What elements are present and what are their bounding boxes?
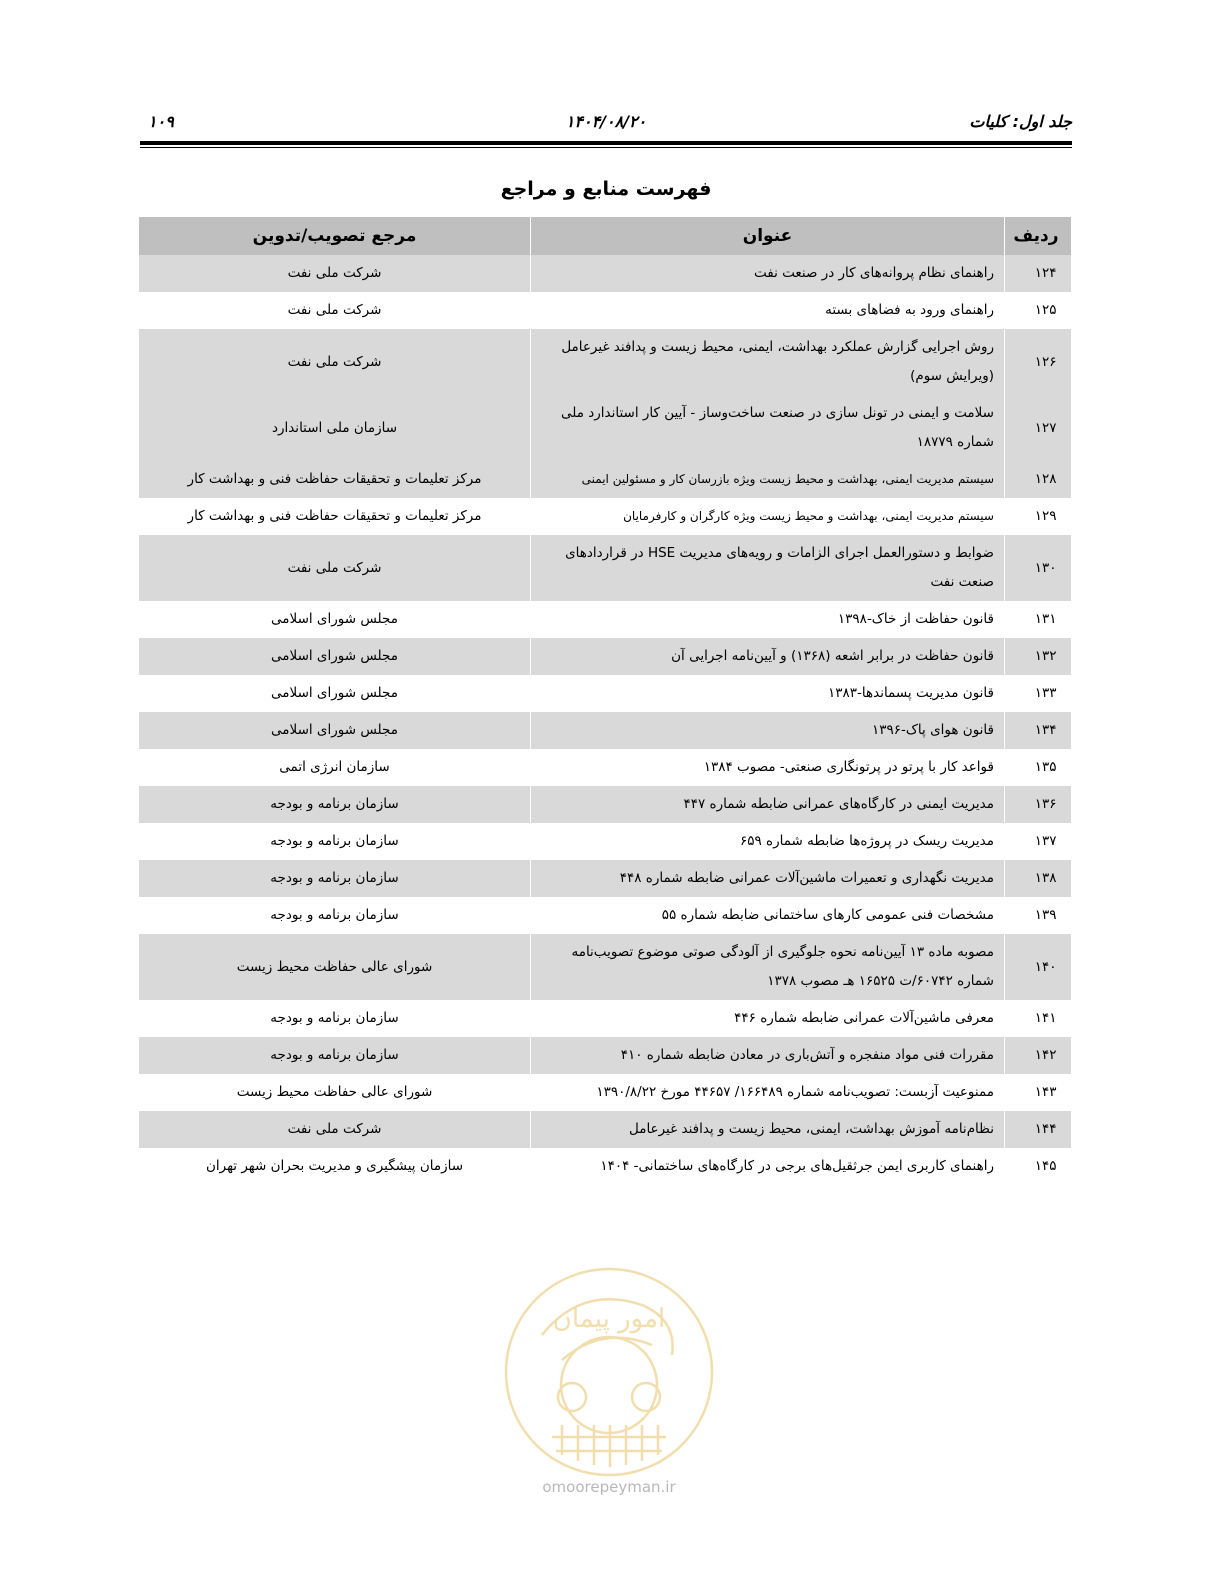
row-title: راهنمای کاربری ایمن جرثقیل‌های برجی در کارگاه‌های ساختمانی- ۱۴۰۴ [531, 1148, 1005, 1185]
row-title: سیستم مدیریت ایمنی، بهداشت و محیط زیست ویژه بازرسان کار و مسئولین ایمنی [531, 461, 1005, 498]
column-header-num: ردیف [1005, 217, 1071, 255]
row-number: ۱۲۵ [1005, 292, 1071, 329]
table-row [139, 638, 1071, 675]
column-header-authority: مرجع تصویب/تدوین [139, 217, 531, 255]
row-title: مشخصات فنی عمومی کارهای ساختمانی ضابطه شماره ۵۵ [531, 897, 1005, 934]
row-number: ۱۳۸ [1005, 860, 1071, 897]
table-row [139, 675, 1071, 712]
row-number: ۱۳۷ [1005, 823, 1071, 860]
table-row [139, 1074, 1071, 1111]
row-authority: سازمان برنامه و بودجه [139, 823, 531, 860]
row-title: سلامت و ایمنی در تونل سازی در صنعت ساخت‌وساز - آیین کار استاندارد ملی شماره ۱۸۷۷۹ [531, 395, 1005, 461]
row-number: ۱۲۴ [1005, 255, 1071, 292]
volume-title: جلد اول: کلیات [969, 112, 1072, 131]
row-title: قانون هوای پاک-۱۳۹۶ [531, 712, 1005, 749]
row-number: ۱۳۵ [1005, 749, 1071, 786]
row-number: ۱۲۸ [1005, 461, 1071, 498]
page-title: فهرست منابع و مراجع [500, 178, 712, 200]
row-number: ۱۳۱ [1005, 601, 1071, 638]
row-title: قواعد کار با پرتو در پرتونگاری صنعتی- مصوب ۱۳۸۴ [531, 749, 1005, 786]
table-row [139, 1037, 1071, 1074]
row-number: ۱۲۷ [1005, 395, 1071, 461]
row-title: معرفی ماشین‌آلات عمرانی ضابطه شماره ۴۴۶ [531, 1000, 1005, 1037]
row-number: ۱۳۹ [1005, 897, 1071, 934]
table-row [139, 255, 1071, 292]
row-title: قانون مدیریت پسماندها-۱۳۸۳ [531, 675, 1005, 712]
table-row [139, 749, 1071, 786]
references-table [138, 217, 1071, 1185]
row-title: روش اجرایی گزارش عملکرد بهداشت، ایمنی، محیط زیست و پدافند غیرعامل (ویرایش سوم) [531, 329, 1005, 395]
row-authority: سازمان برنامه و بودجه [139, 897, 531, 934]
row-title: مدیریت نگهداری و تعمیرات ماشین‌آلات عمرانی ضابطه شماره ۴۴۸ [531, 860, 1005, 897]
table-row [139, 934, 1071, 1000]
row-number: ۱۴۲ [1005, 1037, 1071, 1074]
row-title: مدیریت ریسک در پروژه‌ها ضابطه شماره ۶۵۹ [531, 823, 1005, 860]
table-row [139, 897, 1071, 934]
header-rule-thin [140, 147, 1072, 148]
table-row [139, 1148, 1071, 1185]
watermark-logo [502, 1265, 716, 1479]
row-authority: سازمان ملی استاندارد [139, 395, 531, 461]
row-authority: شورای عالی حفاظت محیط زیست [139, 934, 531, 1000]
table-row [139, 395, 1071, 461]
row-number: ۱۳۶ [1005, 786, 1071, 823]
table-header-row [139, 217, 1071, 255]
row-authority: سازمان برنامه و بودجه [139, 860, 531, 897]
table-row [139, 1000, 1071, 1037]
row-title: قانون حفاظت در برابر اشعه (۱۳۶۸) و آیین‌نامه اجرایی آن [531, 638, 1005, 675]
row-number: ۱۴۰ [1005, 934, 1071, 1000]
row-authority: مجلس شورای اسلامی [139, 601, 531, 638]
row-authority: شرکت ملی نفت [139, 329, 531, 395]
row-authority: مجلس شورای اسلامی [139, 638, 531, 675]
row-authority: مرکز تعلیمات و تحقیقات حفاظت فنی و بهداشت کار [139, 498, 531, 535]
table-row [139, 292, 1071, 329]
row-number: ۱۳۲ [1005, 638, 1071, 675]
watermark-logo-text: امور پیمان [552, 1304, 666, 1334]
row-number: ۱۲۹ [1005, 498, 1071, 535]
row-title: مصوبه ماده ۱۳ آیین‌نامه نحوه جلوگیری از آلودگی صوتی موضوع تصویب‌نامه شماره ۶۰۷۴۲/ت ۱۶۵۲۵ هـ مصوب ۱۳۷۸ [531, 934, 1005, 1000]
row-title: سیستم مدیریت ایمنی، بهداشت و محیط زیست ویژه کارگران و کارفرمایان [531, 498, 1005, 535]
row-title: ضوابط و دستورالعمل اجرای الزامات و رویه‌های مدیریت HSE در قراردادهای صنعت نفت [531, 535, 1005, 601]
table-row [139, 823, 1071, 860]
row-number: ۱۲۶ [1005, 329, 1071, 395]
row-authority: سازمان برنامه و بودجه [139, 786, 531, 823]
row-title: راهنمای نظام پروانه‌های کار در صنعت نفت [531, 255, 1005, 292]
table-row [139, 860, 1071, 897]
table-row [139, 786, 1071, 823]
row-number: ۱۴۳ [1005, 1074, 1071, 1111]
header-rule-thick [140, 141, 1072, 145]
row-title: راهنمای ورود به فضاهای بسته [531, 292, 1005, 329]
table-row [139, 601, 1071, 638]
row-authority: سازمان انرژی اتمی [139, 749, 531, 786]
row-title: نظام‌نامه آموزش بهداشت، ایمنی، محیط زیست و پدافند غیرعامل [531, 1111, 1005, 1148]
page-number: ۱۰۹ [148, 112, 174, 131]
row-number: ۱۴۴ [1005, 1111, 1071, 1148]
row-authority: شرکت ملی نفت [139, 292, 531, 329]
watermark-url: omoorepeyman.ir [542, 1478, 676, 1496]
column-header-title: عنوان [531, 217, 1005, 255]
header-date: ۱۴۰۴/۰۸/۲۰ [565, 112, 647, 131]
table-row [139, 712, 1071, 749]
row-title: مدیریت ایمنی در کارگاه‌های عمرانی ضابطه شماره ۴۴۷ [531, 786, 1005, 823]
row-title: قانون حفاظت از خاک-۱۳۹۸ [531, 601, 1005, 638]
row-authority: شرکت ملی نفت [139, 1111, 531, 1148]
row-authority: سازمان برنامه و بودجه [139, 1037, 531, 1074]
page-header [140, 112, 1072, 138]
row-authority: مجلس شورای اسلامی [139, 712, 531, 749]
row-authority: شرکت ملی نفت [139, 535, 531, 601]
table-row [139, 498, 1071, 535]
row-number: ۱۴۵ [1005, 1148, 1071, 1185]
table-row [139, 1111, 1071, 1148]
row-number: ۱۳۳ [1005, 675, 1071, 712]
row-title: مقررات فنی مواد منفجره و آتش‌باری در معادن ضابطه شماره ۴۱۰ [531, 1037, 1005, 1074]
row-number: ۱۳۴ [1005, 712, 1071, 749]
row-authority: مرکز تعلیمات و تحقیقات حفاظت فنی و بهداشت کار [139, 461, 531, 498]
row-authority: سازمان برنامه و بودجه [139, 1000, 531, 1037]
row-authority: مجلس شورای اسلامی [139, 675, 531, 712]
table-row [139, 535, 1071, 601]
row-number: ۱۳۰ [1005, 535, 1071, 601]
row-authority: شرکت ملی نفت [139, 255, 531, 292]
row-title: ممنوعیت آزبست: تصویب‌نامه شماره ۱۶۶۴۸۹/ ۴۴۶۵۷ مورخ ۱۳۹۰/۸/۲۲ [531, 1074, 1005, 1111]
row-authority: شورای عالی حفاظت محیط زیست [139, 1074, 531, 1111]
row-authority: سازمان پیشگیری و مدیریت بحران شهر تهران [139, 1148, 531, 1185]
table-row [139, 329, 1071, 395]
table-row [139, 461, 1071, 498]
row-number: ۱۴۱ [1005, 1000, 1071, 1037]
